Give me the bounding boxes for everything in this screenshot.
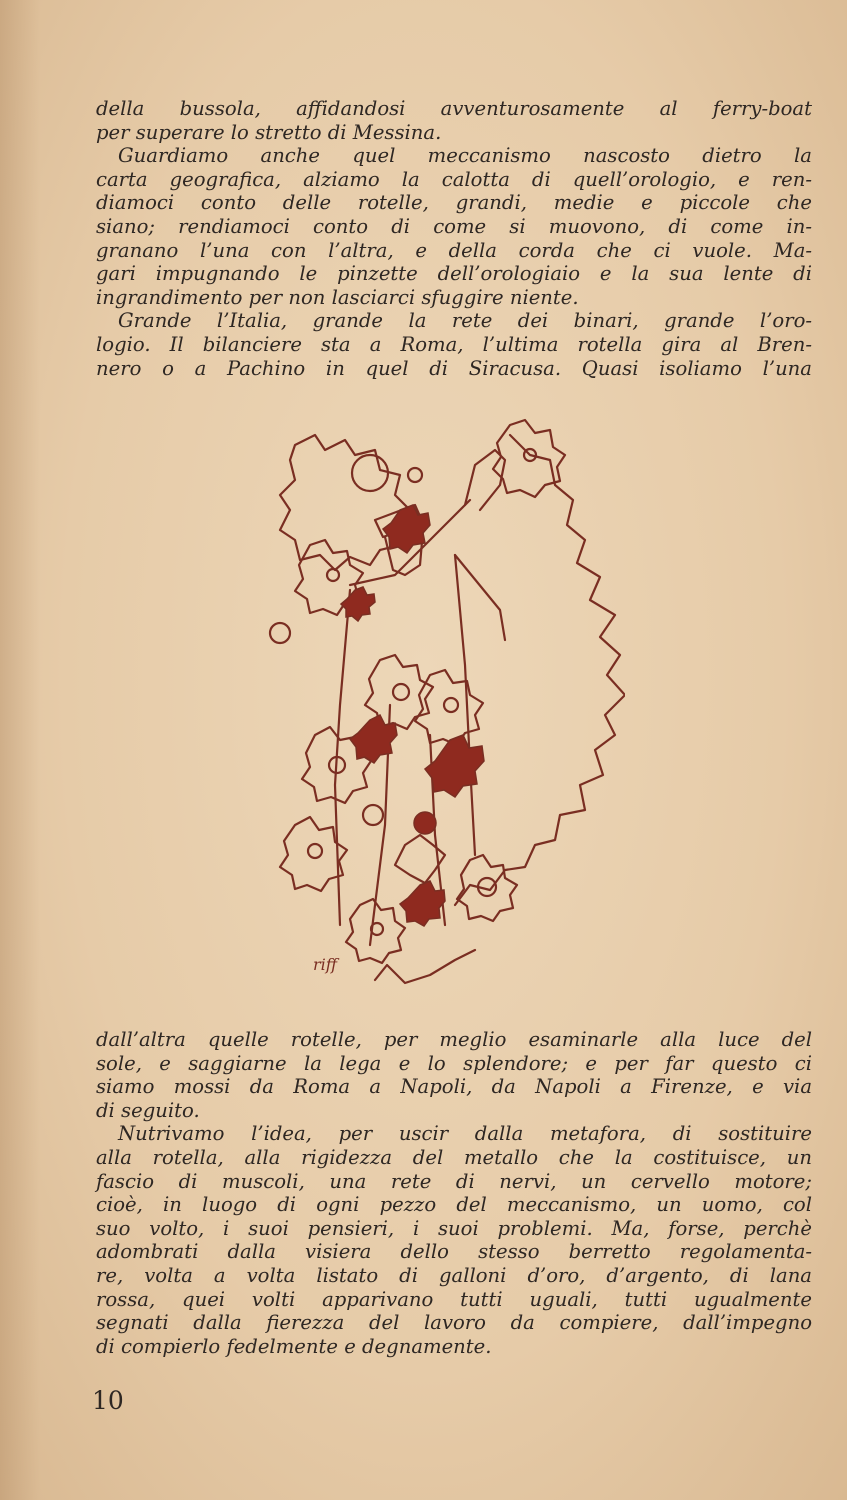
artist-signature: riff (313, 955, 338, 974)
text-line: Grande l’Italia, grande la rete dei binari, grande l’oro- (118, 309, 812, 333)
filled-gear (341, 587, 375, 621)
text-line: fascio di muscoli, una rete di nervi, un cervello motore; (96, 1169, 812, 1193)
text-line: adombrati dalla visiera dello stesso berretto regolamenta- (96, 1240, 812, 1264)
gear-hole (308, 844, 322, 858)
text-line: suo volto, i suoi pensieri, i suoi problemi. Ma, forse, perchè (96, 1216, 812, 1240)
text-line: per superare lo stretto di Messina. (96, 120, 442, 144)
text-line: granano l’una con l’altra, e della corda che ci vuole. Ma- (96, 238, 812, 262)
gear-middle-right (415, 670, 483, 745)
gears-man-illustration (255, 405, 625, 990)
text-line: cioè, in luogo di ogni pezzo del meccanismo, un uomo, col (96, 1193, 812, 1217)
ground-stroke (375, 950, 475, 983)
text-line: Guardiamo anche quel meccanismo nascosto dietro la (118, 144, 812, 168)
small-circle (363, 805, 383, 825)
small-circle (270, 623, 290, 643)
text-line: Nutrivamo l’idea, per uscir dalla metafora, di sostituire (118, 1122, 812, 1146)
text-line: dall’altra quelle rotelle, per meglio esaminarle alla luce del (96, 1028, 812, 1051)
text-line: diamoci conto delle rotelle, grandi, medie e piccole che (96, 191, 812, 215)
text-line: re, volta a volta listato di galloni d’oro, d’argento, di lana (96, 1263, 812, 1287)
text-line: segnati dalla fierezza del lavoro da compiere, dall’impegno (96, 1311, 812, 1335)
filled-gear (425, 735, 484, 797)
text-line: siamo mossi da Roma a Napoli, da Napoli a Firenze, e via (96, 1075, 812, 1099)
illustration-drawing (255, 405, 625, 990)
text-line: carta geografica, alziamo la calotta di quell’orologio, e ren- (96, 167, 812, 191)
gear-ring (352, 455, 388, 491)
bottom-text-block (96, 1028, 812, 1358)
text-line: nero o a Pachino in quel di Siracusa. Quasi isoliamo l’una (96, 356, 812, 380)
text-line: di seguito. (96, 1098, 200, 1122)
filled-circle (414, 812, 436, 834)
text-line: alla rotella, alla rigidezza del metallo che la costituisce, un (96, 1145, 812, 1169)
text-line: rossa, quei volti apparivano tutti uguali, tutti ugualmente (96, 1287, 812, 1311)
text-line: logio. Il bilanciere sta a Roma, l’ultima rotella gira al Bren- (96, 332, 812, 356)
gear-hole (408, 468, 422, 482)
text-line: siano; rendiamoci conto di come si muovono, di come in- (96, 214, 812, 238)
gear-hole (327, 569, 339, 581)
filled-gear (400, 881, 445, 926)
top-text-block (96, 97, 812, 380)
gear-bottom-right (457, 855, 517, 921)
text-line: della bussola, affidandosi avventurosamente al ferry-boat (96, 97, 812, 120)
text-line: di compierlo fedelmente e degnamente. (96, 1334, 492, 1358)
gear-top-left (280, 435, 410, 570)
text-line: sole, e saggiarne la lega e lo splendore; e per far questo ci (96, 1051, 812, 1075)
gear-hole (393, 684, 409, 700)
text-line: gari impugnando le pinzette dell’orologiaio e la sua lente di (96, 262, 812, 286)
gear-hole (444, 698, 458, 712)
page-edge-shadow (0, 0, 40, 1500)
large-gear-outline (455, 435, 625, 905)
text-line: ingrandimento per non lasciarci sfuggire niente. (96, 285, 579, 309)
page-number: 10 (92, 1386, 124, 1415)
